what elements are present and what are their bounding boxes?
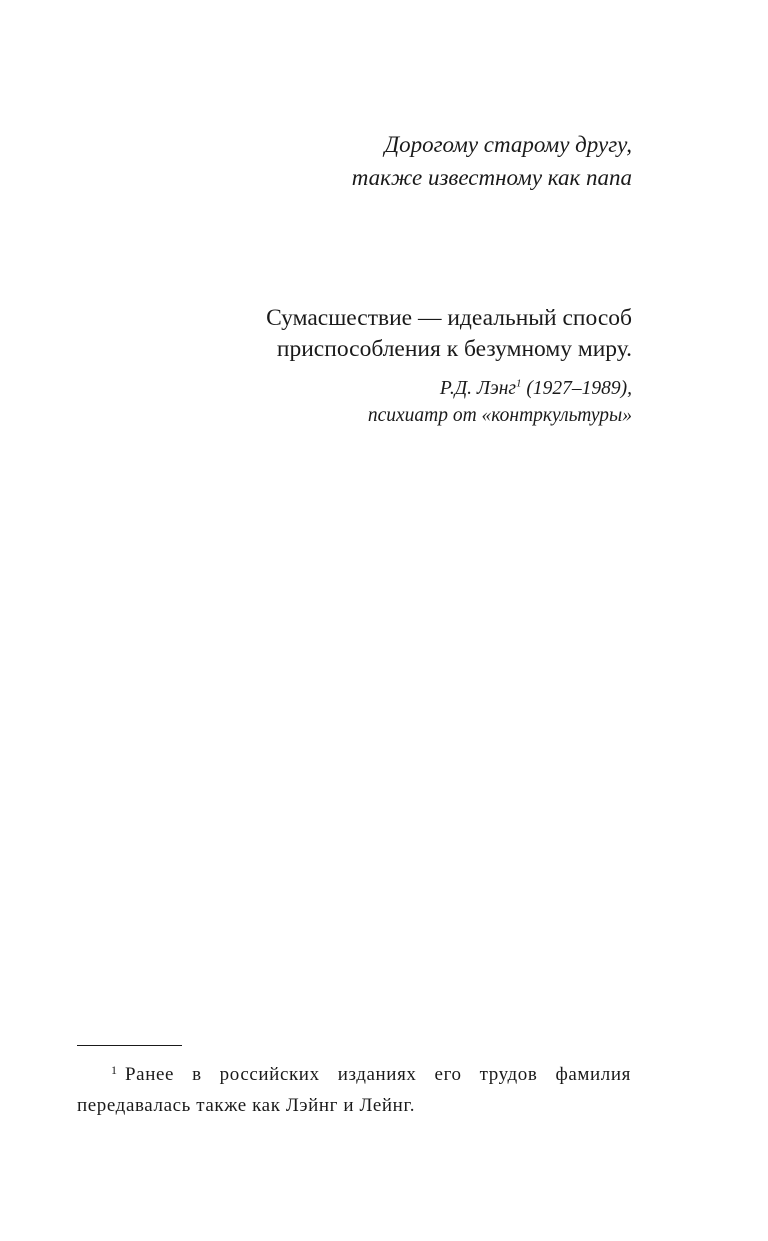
author-name: Р.Д. Лэнг (439, 378, 516, 399)
epigraph-attribution (266, 375, 632, 429)
dedication (352, 128, 632, 194)
footnote (77, 1055, 631, 1121)
author-role: психиатр от «контркультуры» (367, 405, 632, 426)
author-years: (1927–1989), (526, 378, 632, 399)
footnote-reference[interactable]: 1 (516, 377, 522, 390)
attribution-author-line (266, 375, 632, 402)
footnote-text: Ранее в российских изданиях его трудов фамилия передавалась также как Лэйнг и Лейнг. (77, 1064, 631, 1116)
epigraph (266, 303, 632, 429)
footnote-separator (77, 1045, 182, 1046)
quote-line: Сумасшествие — идеальный способ (266, 305, 632, 331)
epigraph-quote (266, 303, 632, 365)
dedication-line: также известному как папа (351, 165, 632, 190)
quote-line: приспособления к безумному миру. (276, 336, 632, 362)
footnote-marker: 1 (111, 1063, 117, 1077)
dedication-line: Дорогому старому другу, (384, 132, 632, 157)
